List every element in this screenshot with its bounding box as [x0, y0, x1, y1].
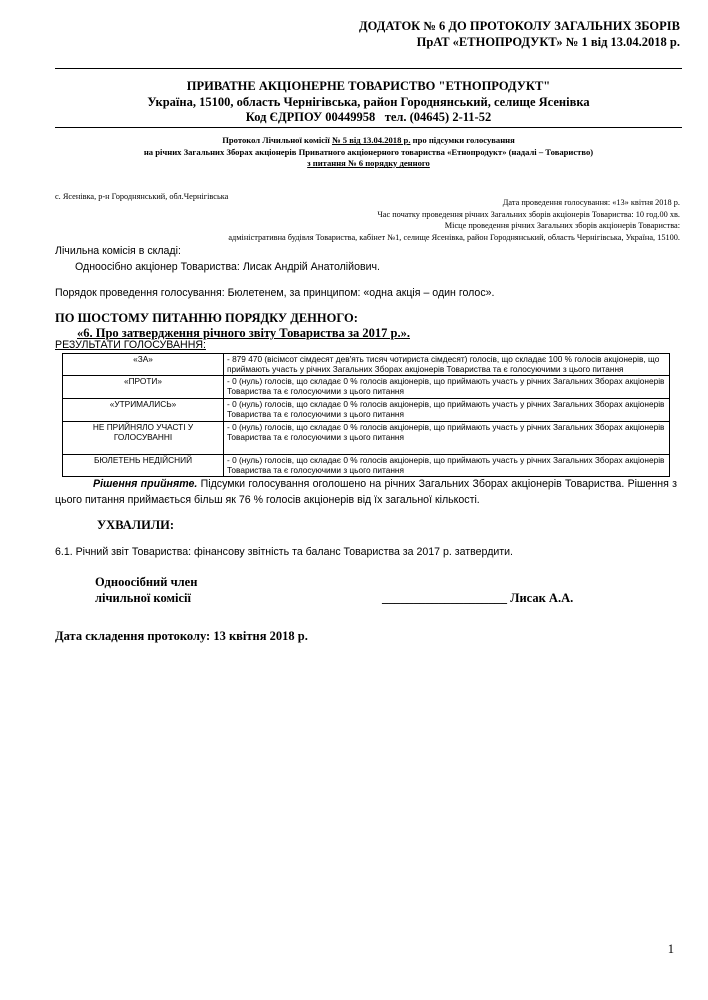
table-row	[63, 375, 670, 398]
company-block	[55, 79, 682, 126]
protocol-line-1	[55, 135, 682, 147]
vote-date: Дата проведення голосування: «13» квітня 2018 р.	[502, 198, 680, 207]
result-value: - 879 470 (вісімсот сімдесят дев'ять тисяч чотириста сімдесят) голосів, що складає 100 % голосів акціонерів, що приймають участь у річних Загальних Зборах акціонерів Товариства та є голосуючими з цього питання	[224, 354, 670, 376]
voting-procedure: Порядок проведення голосування: Бюлетенем, за принципом: «одна акція – один голос».	[55, 287, 495, 299]
resolved-heading: УХВАЛИЛИ:	[97, 518, 175, 532]
result-label: «ПРОТИ»	[63, 375, 224, 398]
appendix-line-1: ДОДАТОК № 6 ДО ПРОТОКОЛУ ЗАГАЛЬНИХ ЗБОРІВ	[359, 19, 680, 33]
question-heading: ПО ШОСТОМУ ПИТАННЮ ПОРЯДКУ ДЕННОГО:	[55, 311, 358, 325]
protocol-number: № 5 від 13.04.2018 р.	[331, 135, 411, 145]
result-label: «УТРИМАЛИСЬ»	[63, 398, 224, 421]
result-label: НЕ ПРИЙНЯЛО УЧАСТІ У ГОЛОСУВАННІ	[63, 421, 224, 454]
signature-role-line-1: Одноосібний член	[95, 575, 198, 589]
result-label: БЮЛЕТЕНЬ НЕДІЙСНИЙ	[63, 454, 224, 476]
result-label: «ЗА»	[63, 354, 224, 376]
page-number: 1	[667, 942, 674, 956]
decision-text: Підсумки голосування оголошено на річних Загальних Зборах акціонерів Товариства. Рішення з цього питання приймається більш як 76 % голосів акціонерів від їх загальної кількості.	[55, 478, 677, 506]
company-phone: тел. (04645) 2-11-52	[384, 110, 492, 124]
company-name: ПРИВАТНЕ АКЦІОНЕРНЕ ТОВАРИСТВО "ЕТНОПРОДУКТ"	[186, 79, 551, 93]
signature-blank: ____________________	[382, 591, 507, 605]
result-value: - 0 (нуль) голосів, що складає 0 % голосів акціонерів, що приймають участь у річних Загальних Зборах акціонерів Товариства та є голосуючими з цього питання	[224, 398, 670, 421]
signature-role	[95, 575, 197, 606]
protocol-line-3: з питання № 6 порядку денного	[307, 158, 430, 168]
company-address: Україна, 15100, область Чернігівська, район Городнянський, селище Ясенівка	[147, 94, 590, 109]
table-row	[63, 421, 670, 454]
result-value: - 0 (нуль) голосів, що складає 0 % голосів акціонерів, що приймають участь у річних Загальних Зборах акціонерів Товариства та є голосуючими з цього питання	[224, 375, 670, 398]
signature-line	[382, 591, 573, 607]
venue-label: Місце проведення річних Загальних зборів акціонерів Товариства:	[444, 221, 680, 230]
signature-name: Лисак А.А.	[510, 591, 574, 605]
results-heading: РЕЗУЛЬТАТИ ГОЛОСУВАННЯ:	[55, 339, 206, 351]
decision-label: Рішення прийняте.	[93, 478, 198, 490]
protocol-title	[55, 135, 682, 170]
resolved-item: 6.1. Річний звіт Товариства: фінансову звітність та баланс Товариства за 2017 р. затвердити.	[55, 546, 514, 558]
table-row	[63, 398, 670, 421]
results-table	[62, 353, 670, 477]
commission-label: Лічильна комісія в складі:	[55, 245, 181, 257]
decision-paragraph	[55, 477, 677, 508]
header-divider	[55, 68, 682, 69]
protocol-line-2: на річних Загальних Зборах акціонерів Приватного акціонерного товариства «Етнопродукт» (надалі – Товариство)	[143, 146, 594, 157]
result-value: - 0 (нуль) голосів, що складає 0 % голосів акціонерів, що приймають участь у річних Загальних Зборах акціонерів Товариства та є голосуючими з цього питання	[224, 454, 670, 476]
venue: адміністративна будівля Товариства, кабінет №1, селище Ясенівка, район Городнянський, область Чернігівська, Україна, 15100.	[228, 232, 680, 242]
company-codes	[55, 110, 682, 126]
question-title: «6. Про затвердження річного звіту Товариства за 2017 р.».	[77, 326, 410, 340]
result-value: - 0 (нуль) голосів, що складає 0 % голосів акціонерів, що приймають участь у річних Загальних Зборах акціонерів Товариства та є голосуючими з цього питання	[224, 421, 670, 454]
table-row	[63, 454, 670, 476]
company-edrpou: Код ЄДРПОУ 00449958	[245, 110, 376, 124]
drafted-date: Дата складення протоколу: 13 квітня 2018 р.	[55, 629, 308, 643]
protocol-suffix: про підсумки голосування	[412, 135, 515, 145]
appendix-header	[359, 18, 680, 50]
company-divider	[55, 127, 682, 128]
table-row	[63, 354, 670, 376]
commission-member: Одноосібно акціонер Товариства: Лисак Андрій Анатолійович.	[75, 261, 380, 273]
meta-block	[228, 197, 680, 243]
appendix-line-2: ПрАТ «ЕТНОПРОДУКТ» № 1 від 13.04.2018 р.	[416, 35, 680, 49]
start-time: Час початку проведення річних Загальних зборів акціонерів Товариства: 10 год.00 хв.	[377, 209, 680, 219]
protocol-prefix: Протокол Лічильної комісії	[222, 135, 330, 145]
signature-role-line-2: лічильної комісії	[95, 590, 191, 605]
place: с. Ясенівка, р-н Городнянський, обл.Чернігівська	[55, 192, 229, 201]
